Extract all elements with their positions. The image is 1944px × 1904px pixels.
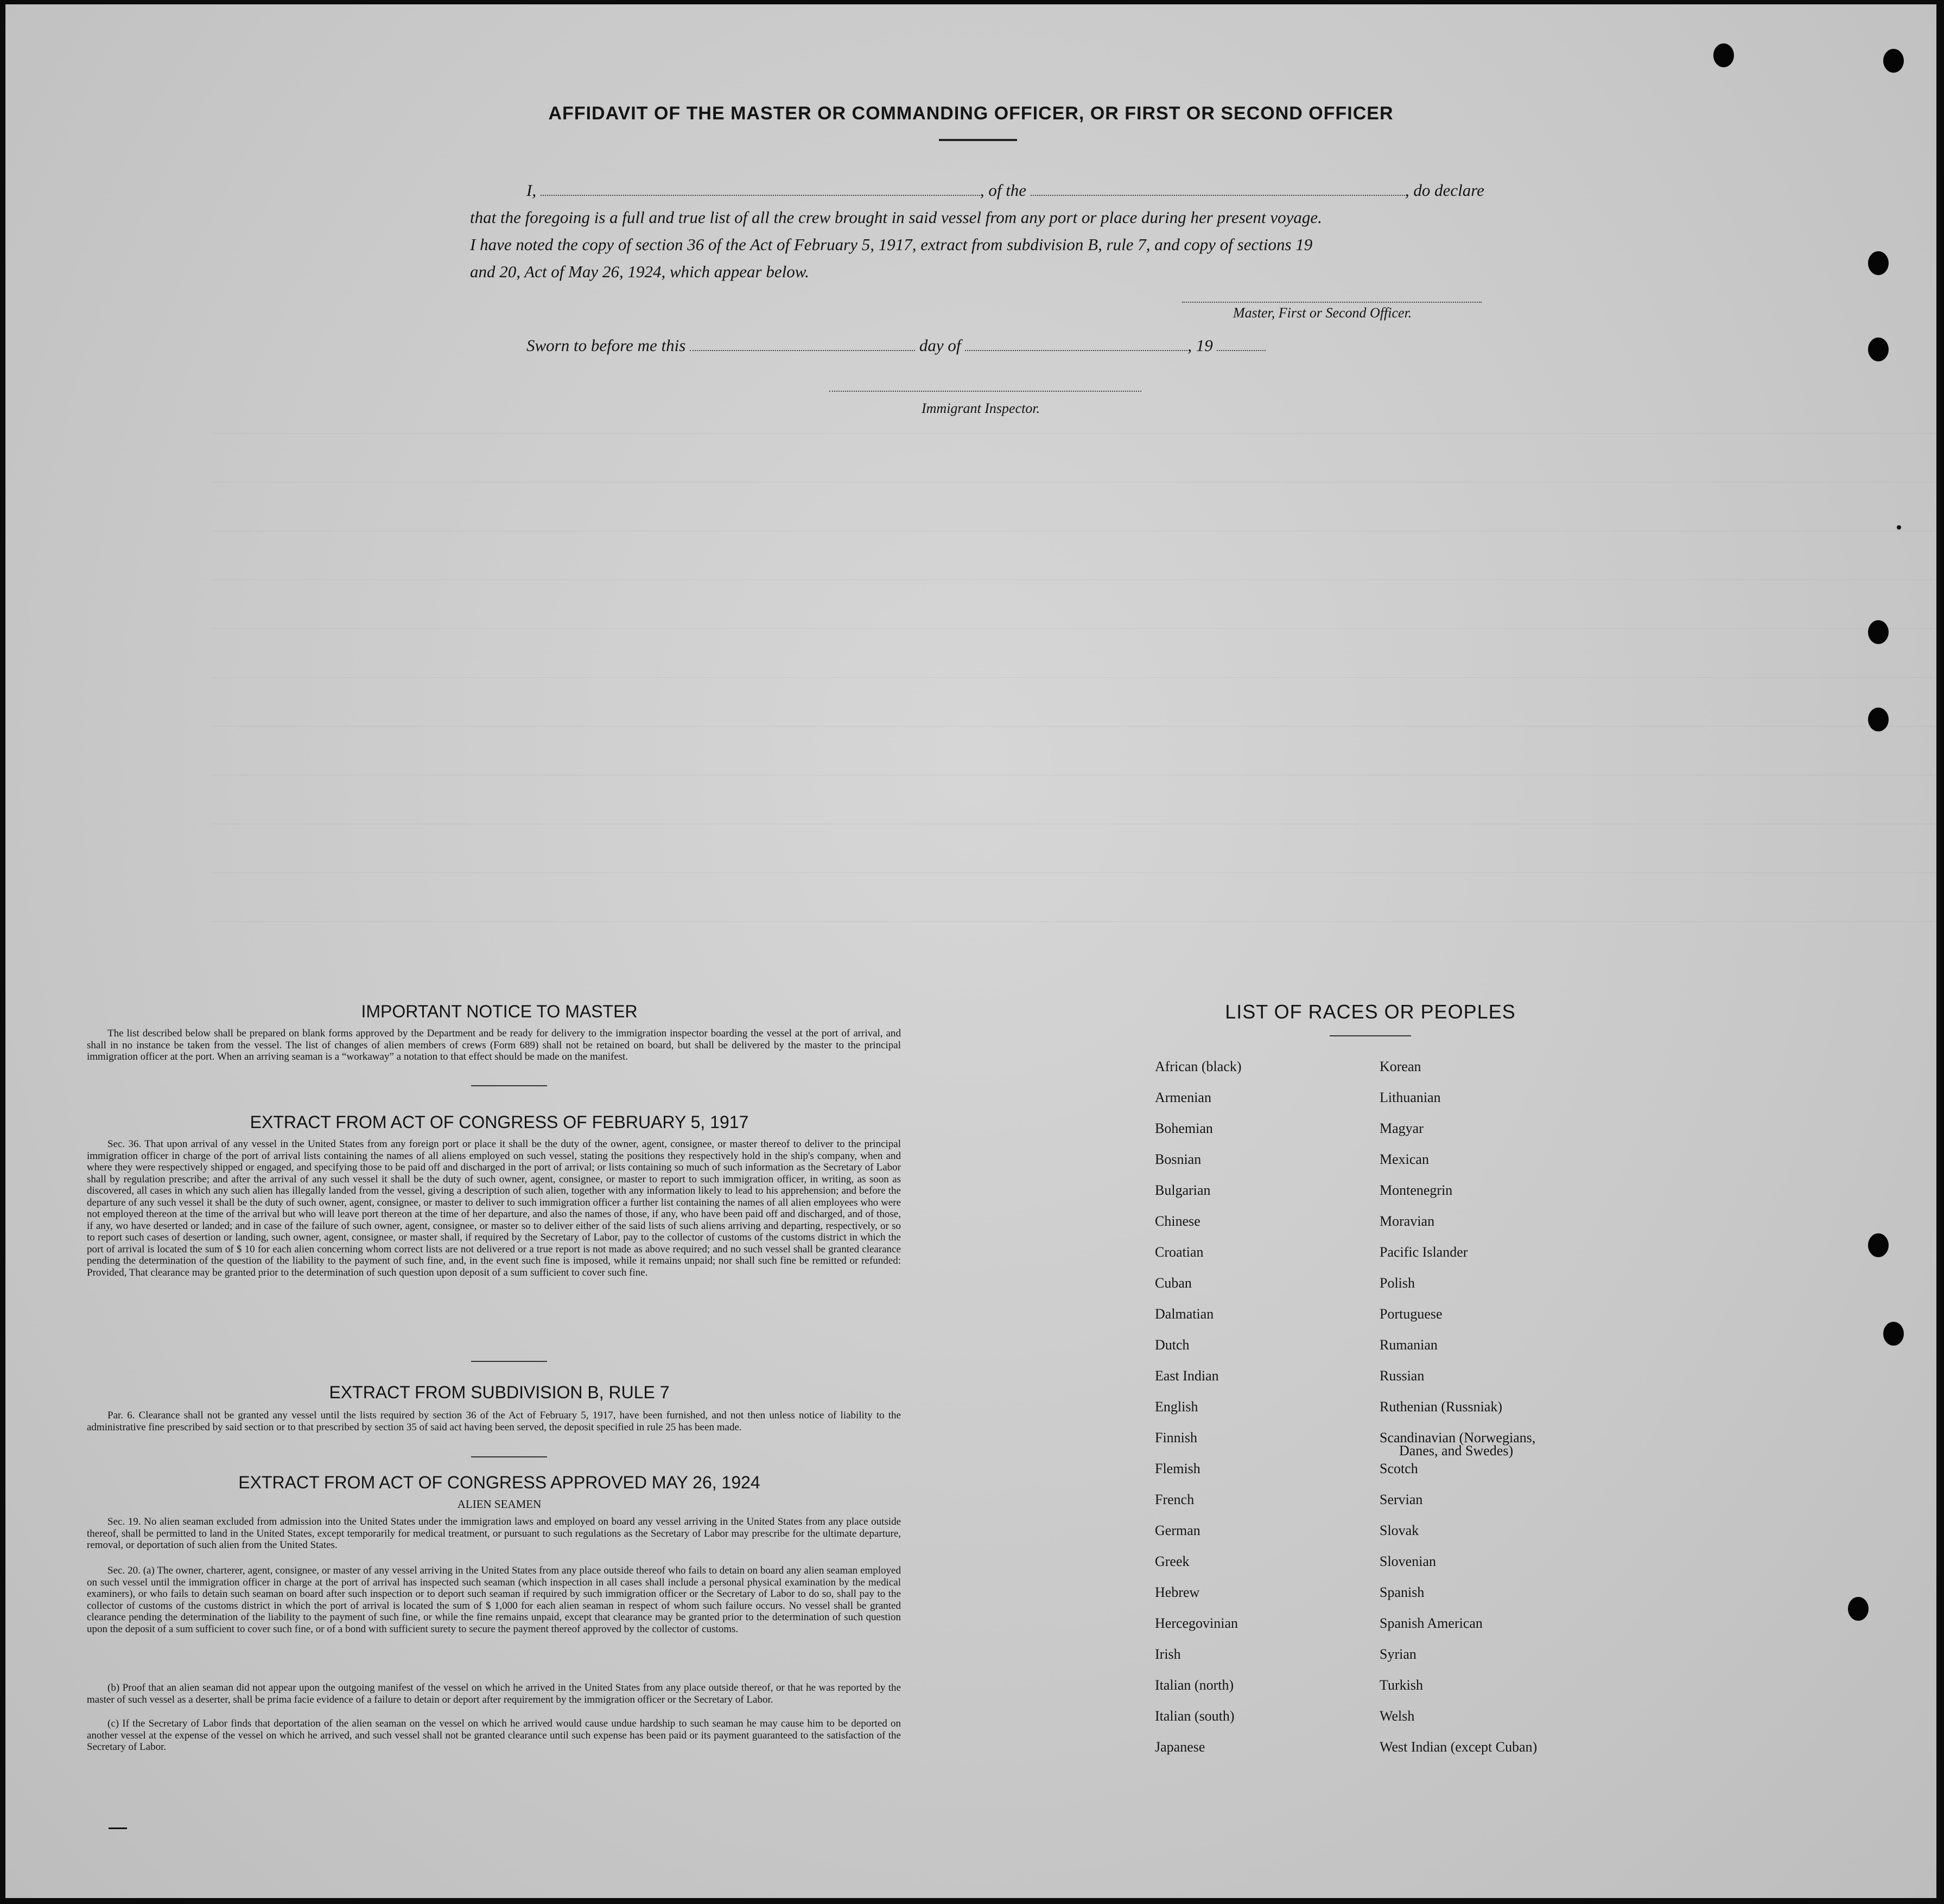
- race-item: Moravian: [1380, 1213, 1435, 1229]
- punch-hole: [1868, 251, 1889, 275]
- race-item: Hebrew: [1155, 1584, 1200, 1600]
- race-item: African (black): [1155, 1059, 1242, 1074]
- race-item: Dalmatian: [1155, 1306, 1214, 1322]
- race-item: Slovak: [1380, 1523, 1419, 1538]
- extract-1917-text: Sec. 36. That upon arrival of any vessel in the United States from any foreign port or place it shall be the duty of the owner, agent, consignee, or master thereof to deliver to the principal immigration officer in charge of the port of arrival lists containing the names of all aliens employed on such vessel, stating the positions they respectively hold in the ship's company, when and where they were respectively shipped or engaged, and specifying those to be paid off and discharged in the port of arrival; or lists containing so much of such information as the Secretary of Labor shall by regulation prescribe; and after the arrival of any such vessel it shall be the duty of such owner, agent, consignee, or master to report to such immigration officer, in writing, as soon as discovered, all cases in which any such alien has illegally landed from the vessel, giving a description of such alien, together with any information likely to lead to his apprehension; and before the departure of any such vessel it shall be the duty of such owner, agent, consignee, or master to deliver to such immigration officer a further list containing the names of all alien employees who were not employed thereon at the time of the arrival but who will leave port thereon at the time of her departure, and also the names of those, if any, who have been paid off and discharged, and of those, if any, wo have deserted or landed; and in case of the failure of such owner, agent, consignee, or master so to deliver either of the said lists of such aliens arriving and departing, respectively, or so to report such cases of desertion or landing, such owner, agent, consignee, or master shall, if required by the Secretary of Labor, pay to the collector of customs of the customs district in which the port of arrival is located the sum of $ 10 for each alien concerning whom correct lists are not delivered or a true report is not made as above required; and no such vessel shall be granted clearance pending the determination of the question of the liability to the payment of such fine, and, in the event such fine is imposed, while it remains unpaid; nor shall such fine be remitted or refunded: Provided, That clearance may be granted prior to the determination of such question upon deposit of a sum sufficient to cover such fine.: [87, 1138, 901, 1278]
- sec20b-text: (b) Proof that an alien seaman did not appear upon the outgoing manifest of the vessel on which he arrived in the United States from any place outside thereof, or that he was reported by the master of such vessel as a deserter, shall be prima facie evidence of a failure to detain or deport after requirement by the immigration officer or the Secretary of Labor.: [87, 1682, 901, 1705]
- affidavit-line-2: that the foregoing is a full and true list of all the crew brought in said vessel from any port or place during her present voyage.: [470, 208, 1322, 227]
- affidavit-title: AFFIDAVIT OF THE MASTER OR COMMANDING OFFICER, OR FIRST OR SECOND OFFICER: [548, 103, 1394, 124]
- race-item: French: [1155, 1492, 1195, 1507]
- section-divider: [471, 1456, 547, 1457]
- extract-1917-heading: EXTRACT FROM ACT OF CONGRESS OF FEBRUARY 5, 1917: [250, 1112, 749, 1132]
- race-item: Syrian: [1380, 1646, 1416, 1662]
- race-item: Korean: [1380, 1059, 1421, 1074]
- bleed-through-row: [212, 807, 1936, 824]
- sec19-text: Sec. 19. No alien seaman excluded from admission into the United States under the immigration laws and employed on board any vessel arriving in the United States from any place outside thereof, shall be permitted to land in the United States, except temporarily for medical treatment, or pursuant to such regulations as the Secretary of Labor may prescribe for the ultimate departure, removal, or deportation of such alien from the United States.: [87, 1516, 901, 1551]
- race-item: Armenian: [1155, 1090, 1211, 1105]
- race-item: Pacific Islander: [1380, 1244, 1468, 1260]
- edge-mark: [1897, 525, 1901, 530]
- punch-hole: [1868, 338, 1889, 361]
- day-blank: [690, 337, 915, 351]
- race-item: Turkish: [1380, 1677, 1423, 1693]
- race-item: Mexican: [1380, 1151, 1429, 1167]
- year-blank: [1217, 337, 1266, 351]
- bleed-through-row: [212, 759, 1936, 775]
- race-item: Russian: [1380, 1368, 1425, 1384]
- notice-heading: IMPORTANT NOTICE TO MASTER: [361, 1002, 638, 1021]
- bleed-through-row: [212, 514, 1936, 531]
- race-item: Montenegrin: [1380, 1182, 1453, 1198]
- bleed-through-row: [212, 417, 1936, 434]
- extract-1924-heading: EXTRACT FROM ACT OF CONGRESS APPROVED MAY 26, 1924: [238, 1473, 760, 1492]
- rule7-text: Par. 6. Clearance shall not be granted any vessel until the lists required by section 36 of the Act of February 5, 1917, have been furnished, and not then unless notice of liability to the administrative fine prescribed by said section or to that prescribed by section 35 of said act having been served, the deposit specified in rule 25 has been made.: [87, 1410, 901, 1433]
- race-item: Servian: [1380, 1492, 1423, 1507]
- bleed-through-row: [212, 661, 1936, 678]
- race-item: Scandinavian (Norwegians,: [1380, 1430, 1536, 1445]
- name-blank: [541, 182, 980, 196]
- edge-mark: [109, 1827, 127, 1829]
- bleed-through-row: [212, 563, 1936, 580]
- sec20a-text: Sec. 20. (a) The owner, charterer, agent, consignee, or master of any vessel arriving in the United States from any place outside thereof who fails to detain on board any alien seaman employed on such vessel until the immigration officer in charge at the port of arrival has inspected such seaman (which inspection in all cases shall include a personal physical examination by the medical examiners), or who fails to detain such seaman on board after such inspection or to deport such seaman if required by such immigration officer or the Secretary of Labor to do so, shall pay to the collector of customs of the customs district in which the port of arrival is located the sum of $ 1,000 for each alien seaman in respect of whom such failure occurs. No vessel shall be granted clearance pending the determination of the liability to the payment of such fine, or while the fine remains unpaid, except that clearance may be granted prior to the determination of such question upon the deposit of a sum sufficient to cover such fine, or of a bond with sufficient surety to secure the payment thereof approved by the collector of customs.: [87, 1565, 901, 1635]
- bleed-through-row: [212, 905, 1936, 922]
- race-item: West Indian (except Cuban): [1380, 1739, 1538, 1755]
- bleed-through-row: [212, 710, 1936, 727]
- inspector-signature-label: Immigrant Inspector.: [922, 400, 1040, 416]
- affidavit-of-the: , of the: [980, 181, 1027, 200]
- race-item: Polish: [1380, 1275, 1415, 1291]
- race-item: Lithuanian: [1380, 1090, 1441, 1105]
- notice-text: The list described below shall be prepared on blank forms approved by the Department and be ready for delivery to the immigration inspector boarding the vessel at the port of arrival, and shall in no instance be taken from the vessel. The list of changes of alien members of crews (Form 689) shall not be retained on board, but shall be delivered by the master to the principal immigration officer at the port. When an arriving seaman is a “workaway” a notation to that effect should be made on the manifest.: [87, 1028, 901, 1062]
- race-item: Bosnian: [1155, 1151, 1202, 1167]
- punch-hole: [1713, 43, 1734, 67]
- race-item: Italian (north): [1155, 1677, 1234, 1693]
- race-item: Cuban: [1155, 1275, 1192, 1291]
- affidavit-line-3: I have noted the copy of section 36 of the Act of February 5, 1917, extract from subdivision B, rule 7, and copy of sections 19: [470, 235, 1313, 254]
- race-item: German: [1155, 1523, 1200, 1538]
- punch-hole: [1883, 1322, 1904, 1346]
- races-heading: LIST OF RACES OR PEOPLES: [1225, 1001, 1516, 1023]
- vessel-blank: [1031, 182, 1405, 196]
- title-underline: [939, 139, 1017, 141]
- race-item: Japanese: [1155, 1739, 1205, 1755]
- affidavit-declare: , do declare: [1405, 181, 1484, 200]
- inspector-signature-line: [829, 391, 1141, 392]
- sec20c-text: (c) If the Secretary of Labor finds that deportation of the alien seaman on the vessel on which he arrived would cause undue hardship to such seaman he may cause him to be deported on another vessel at the expense of the vessel on which he arrived, and such vessel shall not be granted clearance until such expense has been paid or its payment guaranteed to the satisfaction of the Secretary of Labor.: [87, 1718, 901, 1753]
- alien-seamen-subheading: ALIEN SEAMEN: [457, 1498, 542, 1511]
- race-item: Irish: [1155, 1646, 1181, 1662]
- affidavit-line-4: and 20, Act of May 26, 1924, which appear below.: [470, 262, 809, 281]
- bleed-through-row: [212, 466, 1936, 482]
- race-item: Flemish: [1155, 1461, 1200, 1476]
- punch-hole: [1868, 1233, 1889, 1257]
- master-signature-line: [1182, 302, 1482, 303]
- race-item: Bulgarian: [1155, 1182, 1211, 1198]
- punch-hole: [1883, 49, 1904, 73]
- race-item: Bohemian: [1155, 1120, 1213, 1136]
- affidavit-line-1: [526, 177, 1525, 204]
- race-item: Italian (south): [1155, 1708, 1235, 1724]
- race-item: Portuguese: [1380, 1306, 1443, 1322]
- section-divider: [471, 1085, 547, 1086]
- race-item: Croatian: [1155, 1244, 1204, 1260]
- races-underline: [1330, 1035, 1411, 1036]
- race-item: Hercegovinian: [1155, 1615, 1238, 1631]
- race-item: East Indian: [1155, 1368, 1219, 1384]
- affidavit-i: I,: [526, 181, 537, 200]
- race-item: Danes, and Swedes): [1399, 1443, 1514, 1459]
- master-signature-label: Master, First or Second Officer.: [1233, 305, 1412, 321]
- year-prefix: , 19: [1187, 336, 1213, 355]
- race-item: Scotch: [1380, 1461, 1418, 1476]
- bleed-through-row: [212, 612, 1936, 629]
- sworn-text: Sworn to before me this: [526, 336, 686, 355]
- document-page: [5, 4, 1936, 1898]
- bleed-through-row: [212, 856, 1936, 873]
- race-item: Rumanian: [1380, 1337, 1438, 1353]
- race-item: Chinese: [1155, 1213, 1200, 1229]
- race-item: Spanish: [1380, 1584, 1425, 1600]
- rule7-heading: EXTRACT FROM SUBDIVISION B, RULE 7: [329, 1383, 670, 1402]
- race-item: Greek: [1155, 1553, 1190, 1569]
- race-item: English: [1155, 1399, 1198, 1415]
- race-item: Magyar: [1380, 1120, 1424, 1136]
- sworn-line: [526, 332, 1341, 359]
- race-item: Dutch: [1155, 1337, 1190, 1353]
- day-of-text: day of: [919, 336, 961, 355]
- punch-hole: [1848, 1597, 1869, 1621]
- race-item: Ruthenian (Russniak): [1380, 1399, 1503, 1415]
- race-item: Welsh: [1380, 1708, 1415, 1724]
- race-item: Slovenian: [1380, 1553, 1436, 1569]
- section-divider: [471, 1361, 547, 1362]
- race-item: Finnish: [1155, 1430, 1198, 1445]
- race-item: Spanish American: [1380, 1615, 1483, 1631]
- month-blank: [965, 337, 1187, 351]
